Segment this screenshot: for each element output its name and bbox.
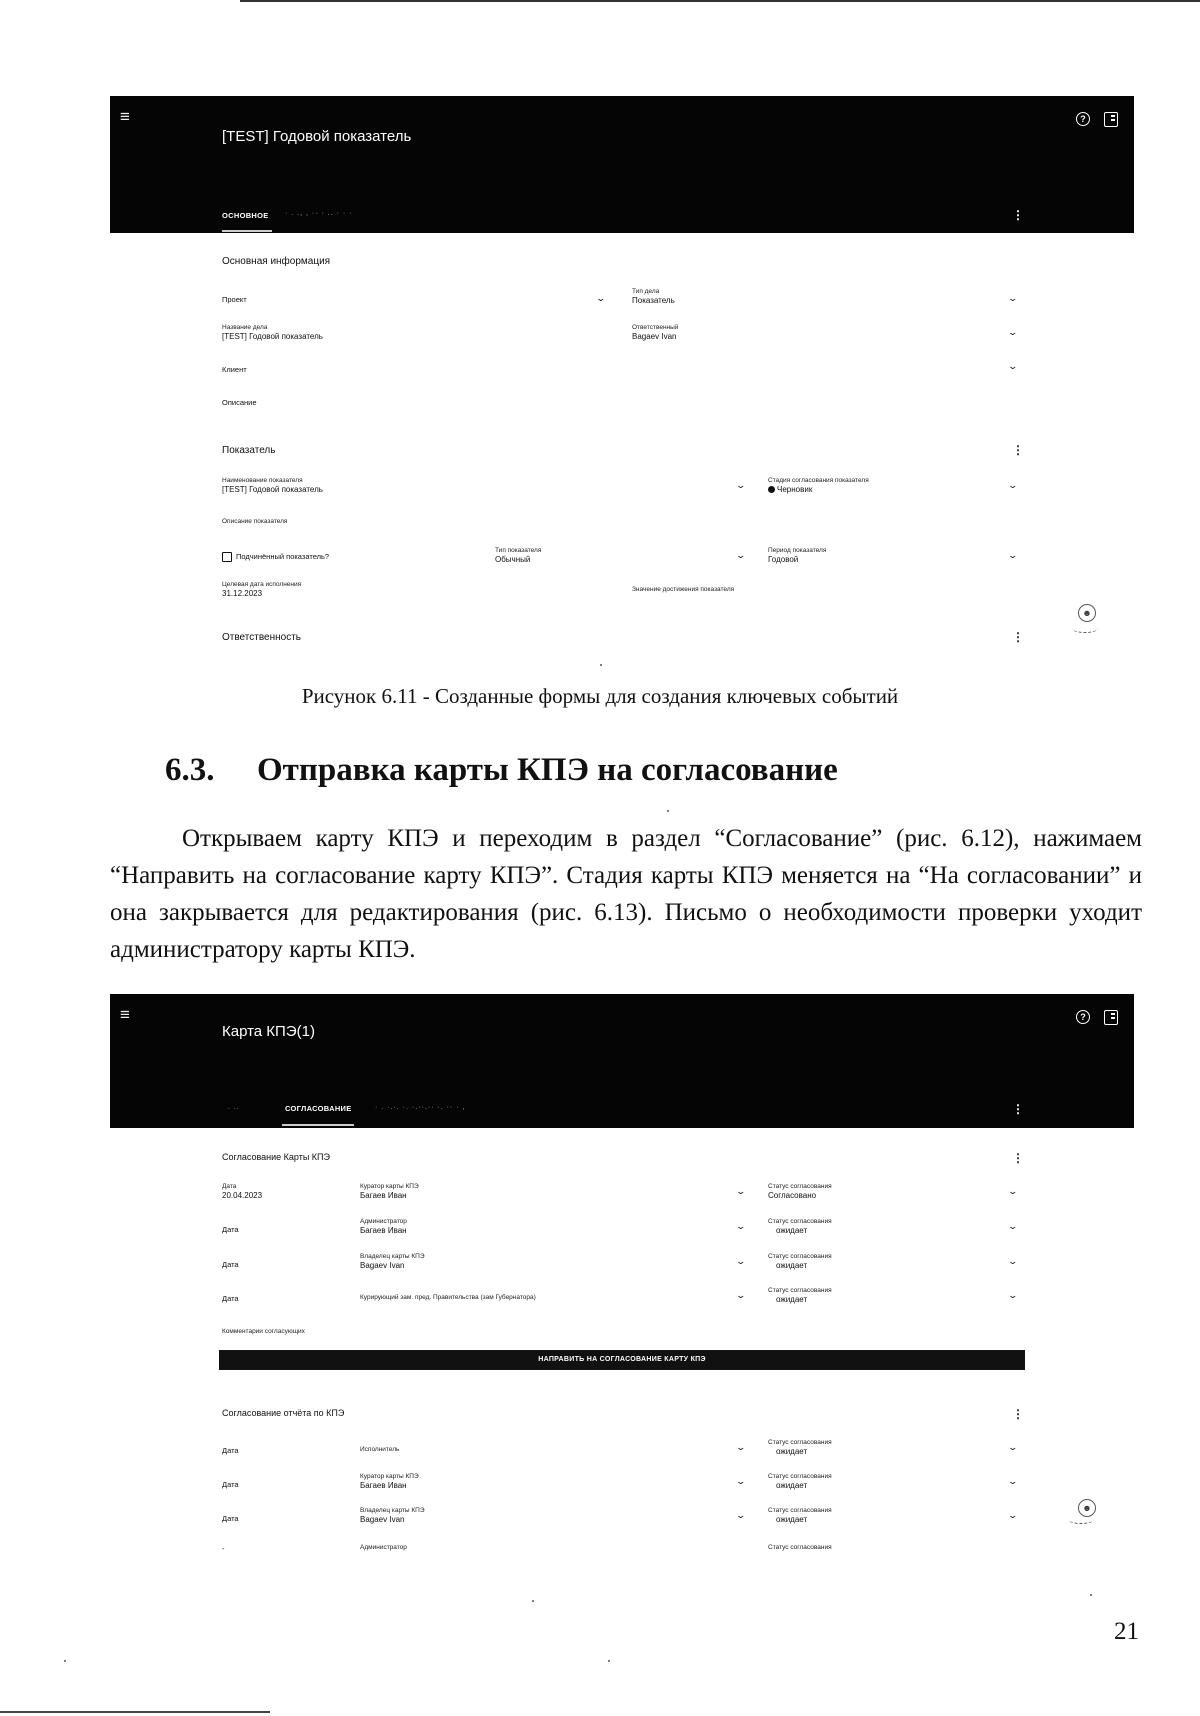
section-number: 6.3. (165, 752, 215, 788)
record-title: Карта КПЭ(1) (222, 1023, 315, 1040)
report-row3-person[interactable]: Bagaev Ivan (360, 1515, 405, 1524)
active-tab-indicator (282, 1124, 354, 1126)
report-row2-status-label: Статус согласования (768, 1473, 832, 1480)
section-map-approval: Согласование Карты КПЭ (222, 1152, 330, 1162)
period-value[interactable]: Годовой (768, 555, 799, 564)
chat-widget-icon[interactable]: ☻ (1078, 1499, 1096, 1517)
report-row3-role: Владелец карты КПЭ (360, 1507, 425, 1514)
deal-name-value[interactable]: [TEST] Годовой показатель (222, 332, 323, 341)
active-tab-indicator (222, 230, 272, 232)
row4-status[interactable]: ожидает (776, 1295, 808, 1304)
report-approval-more-icon[interactable]: ⋮ (1012, 1407, 1024, 1421)
type-field-value[interactable]: Показатель (632, 296, 675, 305)
other-tabs-placeholder[interactable]: · . ., , ·· · .. · · · (285, 210, 353, 217)
app-header (110, 994, 1134, 1128)
chat-widget-tail (1068, 1515, 1094, 1524)
row2-status-chevron-icon[interactable]: ⌄ (1007, 1221, 1019, 1231)
figure-6-11-screenshot (110, 96, 1134, 656)
other-tabs-placeholder[interactable]: · . ·.·. ·. ·.··.·· ·. ·· · , (375, 1104, 466, 1111)
row1-person[interactable]: Багаев Иван (360, 1191, 407, 1200)
report-row3-status-label: Статус согласования (768, 1507, 832, 1514)
scan-speck (64, 1660, 66, 1662)
report-row1-status-label: Статус согласования (768, 1439, 832, 1446)
draft-status-dot-icon (768, 486, 775, 493)
section-main-info: Основная информация (222, 256, 331, 267)
send-for-approval-button[interactable]: НАПРАВИТЬ НА СОГЛАСОВАНИЕ КАРТУ КПЭ (219, 1350, 1025, 1370)
report-row2-status[interactable]: ожидает (776, 1481, 808, 1490)
responsible-dropdown-chevron-icon[interactable]: ⌄ (1007, 327, 1019, 337)
header-more-icon[interactable]: ⋮ (1012, 208, 1024, 222)
stage-value[interactable] (768, 486, 812, 494)
row3-status-label: Статус согласования (768, 1253, 832, 1260)
page-number: 21 (1114, 1618, 1139, 1645)
record-title: [TEST] Годовой показатель (222, 128, 412, 145)
section-indicator: Показатель (222, 445, 276, 456)
report-row3-status[interactable]: ожидает (776, 1515, 808, 1524)
row2-date-label: Дата (222, 1225, 239, 1234)
row1-status-chevron-icon[interactable]: ⌄ (1007, 1186, 1019, 1196)
row4-role: Курирующий зам. пред. Правительства (зам Губернатора) (360, 1294, 536, 1301)
indicator-name-chevron-icon[interactable]: ⌄ (735, 480, 747, 490)
row4-person-chevron-icon[interactable]: ⌄ (735, 1290, 747, 1300)
report-row2-person[interactable]: Багаев Иван (360, 1481, 407, 1490)
report-row1-role: Исполнитель (360, 1446, 400, 1453)
scan-speck (608, 1660, 610, 1662)
row1-status-label: Статус согласования (768, 1183, 832, 1190)
scan-speck (600, 664, 602, 666)
row4-status-chevron-icon[interactable]: ⌄ (1007, 1290, 1019, 1300)
row3-role: Владелец карты КПЭ (360, 1253, 425, 1260)
figure-caption: Рисунок 6.11 - Созданные формы для создания ключевых событий (301, 684, 899, 708)
report-row3-status-chevron-icon[interactable]: ⌄ (1007, 1510, 1019, 1520)
map-approval-more-icon[interactable]: ⋮ (1012, 1151, 1024, 1165)
chat-widget-icon[interactable]: ☻ (1078, 604, 1096, 622)
chat-widget-tail (1072, 624, 1098, 633)
stage-value-text: Черновик (777, 485, 813, 494)
responsibility-more-icon[interactable]: ⋮ (1012, 630, 1024, 644)
type-dropdown-chevron-icon[interactable]: ⌄ (1007, 293, 1019, 303)
client-field-label: Клиент (222, 365, 247, 374)
client-dropdown-chevron-icon[interactable]: ⌄ (1007, 361, 1019, 371)
scan-speck (667, 810, 669, 812)
help-icon[interactable]: ? (1076, 1010, 1090, 1024)
previous-tab-placeholder[interactable]: . .. (228, 1104, 240, 1111)
target-date-value[interactable]: 31.12.2023 (222, 589, 263, 598)
report-row2-date-label: Дата (222, 1480, 239, 1489)
row2-role: Администратор (360, 1218, 407, 1225)
period-label: Период показателя (768, 547, 827, 554)
report-row2-person-chevron-icon[interactable]: ⌄ (735, 1476, 747, 1486)
row3-status-chevron-icon[interactable]: ⌄ (1007, 1256, 1019, 1266)
row3-person[interactable]: Bagaev Ivan (360, 1261, 405, 1270)
row2-person[interactable]: Багаев Иван (360, 1226, 407, 1235)
header-more-icon[interactable]: ⋮ (1012, 1102, 1024, 1116)
body-paragraph-text: Открываем карту КПЭ и переходим в раздел “Согласование” (рис. 6.12), нажимаем “Направить на согласование карту КПЭ”. Стадия карты КПЭ меняется на “На согласовании” и она закрывается для редактирования (рис. 6.13). Письмо о необходимости проверки уходит администратору карты КПЭ. (110, 825, 1142, 963)
row1-date-label: Дата (222, 1183, 237, 1190)
indicator-name-label: Наименование показателя (222, 477, 303, 484)
row1-role: Куратор карты КПЭ (360, 1183, 419, 1190)
report-row1-date-label: Дата (222, 1446, 239, 1455)
row3-status[interactable]: ожидает (776, 1261, 808, 1270)
tab-approval[interactable]: СОГЛАСОВАНИЕ (285, 1104, 352, 1113)
bottom-rule (0, 1711, 270, 1713)
body-paragraph (110, 820, 1142, 968)
indicator-type-label: Тип показателя (495, 547, 542, 554)
row1-date-value[interactable]: 20.04.2023 (222, 1191, 263, 1200)
scan-speck (1090, 1594, 1092, 1596)
stage-chevron-icon[interactable]: ⌄ (1007, 480, 1019, 490)
section-heading-text: Отправка карты КПЭ на согласование (257, 752, 838, 788)
row3-person-chevron-icon[interactable]: ⌄ (735, 1256, 747, 1266)
indicator-type-value[interactable]: Обычный (495, 555, 531, 564)
side-panel-icon[interactable] (1104, 112, 1118, 127)
row3-date-label: Дата (222, 1260, 239, 1269)
row1-person-chevron-icon[interactable]: ⌄ (735, 1186, 747, 1196)
report-row2-role: Куратор карты КПЭ (360, 1473, 419, 1480)
report-row3-person-chevron-icon[interactable]: ⌄ (735, 1510, 747, 1520)
indicator-description-label: Описание показателя (222, 518, 288, 525)
row2-status[interactable]: ожидает (776, 1226, 808, 1235)
top-rule (240, 0, 1200, 2)
section-responsibility: Ответственность (222, 632, 301, 643)
period-chevron-icon[interactable]: ⌄ (1007, 550, 1019, 560)
section-heading (165, 752, 838, 789)
hamburger-menu-icon[interactable]: ≡ (120, 1005, 130, 1024)
row4-date-label: Дата (222, 1294, 239, 1303)
comments-label: Комментарии согласующих (222, 1328, 305, 1335)
achievement-value-label: Значение достижения показателя (632, 586, 735, 593)
description-field-label: Описание (222, 398, 257, 407)
type-field-label: Тип дела (632, 288, 660, 295)
row4-status-label: Статус согласования (768, 1287, 832, 1294)
scan-speck (532, 1600, 534, 1602)
report-row4-date-label: - (222, 1544, 225, 1553)
responsible-label: Ответственный (632, 324, 679, 331)
app-header (110, 96, 1134, 233)
sub-indicator-checkbox[interactable] (222, 552, 232, 562)
indicator-name-value[interactable]: [TEST] Годовой показатель (222, 485, 323, 494)
help-icon[interactable]: ? (1076, 112, 1090, 126)
row2-person-chevron-icon[interactable]: ⌄ (735, 1221, 747, 1231)
indicator-type-chevron-icon[interactable]: ⌄ (735, 550, 747, 560)
row2-status-label: Статус согласования (768, 1218, 832, 1225)
row1-status[interactable]: Согласовано (768, 1191, 817, 1200)
hamburger-menu-icon[interactable]: ≡ (120, 107, 130, 126)
report-row1-person-chevron-icon[interactable]: ⌄ (735, 1442, 747, 1452)
project-field-label: Проект (222, 295, 247, 304)
report-row1-status-chevron-icon[interactable]: ⌄ (1007, 1442, 1019, 1452)
figure-6-12-screenshot (110, 994, 1134, 1564)
stage-label: Стадия согласования показателя (768, 477, 869, 484)
report-row4-status-label: Статус согласования (768, 1544, 832, 1551)
report-row2-status-chevron-icon[interactable]: ⌄ (1007, 1476, 1019, 1486)
sub-indicator-label: Подчинённый показатель? (236, 552, 330, 561)
deal-name-label: Название дела (222, 324, 268, 331)
tab-main[interactable]: ОСНОВНОЕ (222, 211, 269, 220)
responsible-value[interactable]: Bagaev Ivan (632, 332, 677, 341)
side-panel-icon[interactable] (1104, 1010, 1118, 1025)
project-dropdown-chevron-icon[interactable]: ⌄ (595, 293, 607, 303)
report-row4-role: Администратор (360, 1544, 407, 1551)
indicator-more-icon[interactable]: ⋮ (1012, 443, 1024, 457)
report-row1-status[interactable]: ожидает (776, 1447, 808, 1456)
report-row3-date-label: Дата (222, 1514, 239, 1523)
section-report-approval: Согласование отчёта по КПЭ (222, 1408, 345, 1418)
target-date-label: Целевая дата исполнения (222, 581, 302, 588)
